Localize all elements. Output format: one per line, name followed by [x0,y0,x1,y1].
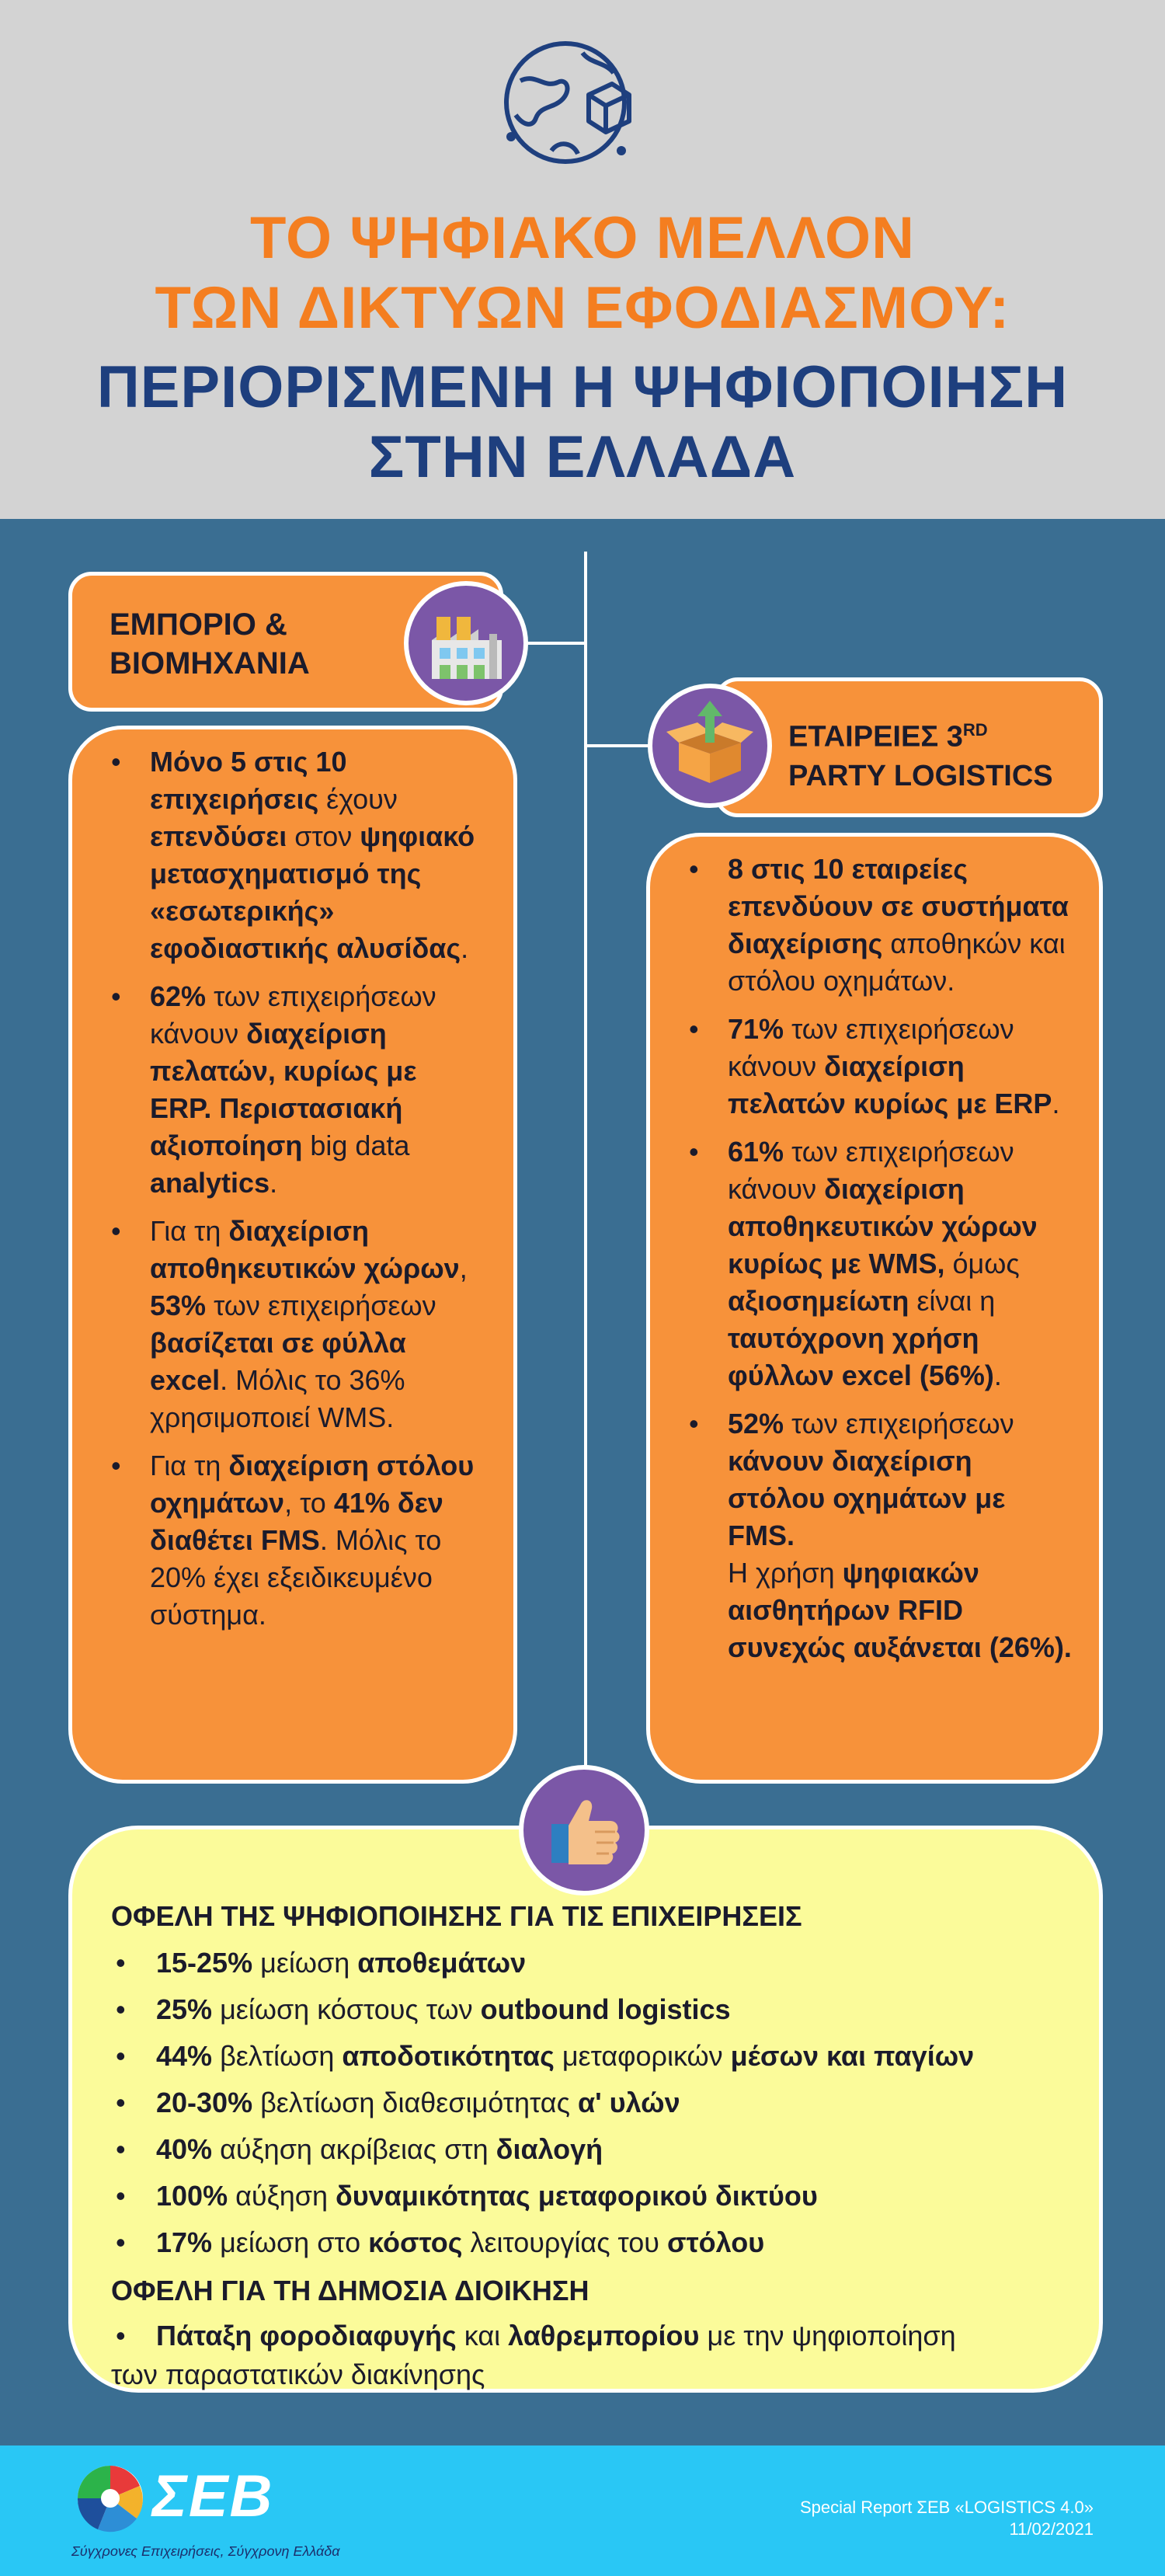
seb-logo-icon [75,2463,146,2534]
bullet-text: 8 στις 10 εταιρείες επενδύουν σε συστήματα διαχείρισης [728,853,1069,959]
footer [0,2445,1165,2576]
label-right-text: ΕΤΑΙΡΕΙΕΣ 3 [788,720,963,754]
benefit-text: 15-25% [156,1947,253,1979]
label-right-sup: RD [962,720,988,740]
bullet-text: . [1052,1088,1060,1119]
benefit-text: α' υλών [577,2087,680,2118]
bullet-text: διαχείριση στόλου οχημάτων [150,1450,475,1519]
bullet-text: Μόνο 5 στις 10 επιχειρήσεις [150,746,347,815]
benefit-text: Πάταξη φοροδιαφυγής [156,2320,457,2351]
benefit-text: 40% [156,2133,213,2165]
report-date: 11/02/2021 [1009,2519,1094,2539]
bullet-text: Η χρήση [728,1557,843,1589]
list-item [111,2179,974,2226]
benefit-text: 17% [156,2226,213,2258]
list-item [105,978,485,1202]
bullet-text: , [459,1252,468,1284]
benefit-text: μείωση στο [212,2226,369,2258]
benefits-box [68,1826,1103,2393]
bullet-text: βασίζεται σε φύλλα excel [150,1327,406,1396]
label-left-line-1: ΕΜΠΟΡΙΟ & [110,607,287,642]
left-bullet-list [105,743,485,1634]
public-benefit-continuation: των παραστατικών διακίνησης [111,2358,485,2390]
bullet-text: . Μόλις το 36% χρησιμοποιεί WMS. [150,1364,405,1433]
benefit-text: δυναμικότητας μεταφορικού δικτύου [335,2180,818,2212]
benefit-text: αύξηση ακρίβειας στη [212,2133,496,2165]
label-left-line-2: ΒΙΟΜΗΧΑΝΙΑ [110,646,310,681]
benefit-text: αύξηση [228,2180,336,2212]
report-title: Special Report ΣΕΒ «LOGISTICS 4.0» [800,2498,1094,2517]
list-item [111,2132,974,2179]
benefit-text: λαθρεμπορίου [508,2320,700,2351]
benefit-text: στόλου [666,2226,765,2258]
bullet-text: στον [287,820,360,852]
bullet-text: Για τη [150,1215,229,1247]
bullet-text: διαχείριση αποθηκευτικών χώρων [150,1215,460,1284]
bullet-text: 62% [150,980,207,1012]
label-right-line-1 [788,711,1099,757]
label-3pl [715,677,1103,817]
benefit-text: λειτουργίας του [462,2226,667,2258]
list-item [105,1213,485,1436]
bullet-text: 71% [728,1013,784,1045]
benefit-text: διαλογή [496,2133,603,2165]
bullet-text: έχουν [318,783,398,815]
thumbs-up-icon [519,1765,649,1895]
list-item [111,1993,974,2039]
benefit-text: αποθεμάτων [357,1947,527,1979]
public-benefits-heading: ΟΦΕΛΗ ΓΙΑ ΤΗ ΔΗΜΟΣΙΑ ΔΙΟΙΚΗΣΗ [111,2275,589,2306]
bullet-text: ψηφιακό μετασχηματισμό της «εσωτερικής» εφοδιαστικής αλυσίδας [150,820,475,964]
bullet-text: 61% [728,1136,784,1168]
list-item [111,1946,974,1993]
bullet-text: 52% [728,1408,784,1439]
benefit-text: 100% [156,2180,228,2212]
globe-box-icon [497,34,634,171]
benefit-text: 20-30% [156,2087,253,2118]
list-item [111,2319,956,2353]
bullet-text: . Μόλις το 20% έχει εξειδικευμένο σύστημα. [150,1524,442,1631]
bullet-text: ταυτόχρονη χρήση φύλλων excel (56%) [728,1322,994,1391]
list-item [683,851,1073,1000]
bullet-text: των επιχειρήσεων [206,1290,436,1321]
bullet-text: analytics [150,1167,270,1199]
bullet-text: επενδύσει [150,820,287,852]
bullet-text: όμως [944,1248,1020,1279]
bullet-text: διαχείριση αποθηκευτικών χώρων κυρίως με WMS, [728,1173,1038,1279]
bullet-text: των επιχειρήσεων [784,1408,1014,1439]
bullet-text: διαχείριση πελατών κυρίως με ERP [728,1050,1052,1119]
benefit-text: και [456,2320,509,2351]
bullet-text: είναι η [909,1285,996,1317]
title-line-1: ΤΟ ΨΗΦΙΑΚΟ ΜΕΛΛΟΝ [249,205,915,271]
benefit-text: με την ψηφιοποίηση [699,2320,956,2351]
bullet-text: ψηφιακών αισθητήρων RFID συνεχώς αυξάνεται (26%). [728,1557,1072,1663]
bullet-text: 41% δεν διαθέτει FMS [150,1487,443,1556]
bullet-text: . [461,932,469,964]
benefit-text: βελτίωση [212,2040,343,2072]
bullet-text: . [993,1359,1002,1391]
title-line-4: ΣΤΗΝ ΕΛΛΑΔΑ [368,424,797,490]
timeline-vertical-line [584,552,587,1826]
seb-logo-text: ΣΕΒ [152,2463,274,2529]
report-reference [800,2497,1094,2540]
bullet-text: big data [302,1130,410,1161]
benefit-text: βελτίωση διαθεσιμότητας [252,2087,578,2118]
title-line-3: ΠΕΡΙΟΡΙΣΜΕΝΗ Η ΨΗΦΙΟΠΟΙΗΣΗ [96,354,1069,420]
benefit-text: κόστος [368,2226,463,2258]
bullet-text: των επιχειρήσεων κάνουν [728,1013,1014,1082]
public-benefits-list [111,2319,956,2353]
right-bullet-list [683,851,1073,1666]
bullet-text: διαχείριση πελατών, κυρίως με ERP. Περιστασιακή αξιοποίηση [150,1018,417,1161]
bullet-text: 53% [150,1290,207,1321]
list-item [105,1447,485,1634]
list-item [683,1405,1073,1666]
business-benefits-heading: ΟΦΕΛΗ ΤΗΣ ΨΗΦΙΟΠΟΙΗΣΗΣ ΓΙΑ ΤΙΣ ΕΠΙΧΕΙΡΗΣΕΙΣ [111,1900,802,1932]
seb-tagline: Σύγχρονες Επιχειρήσεις, Σύγχρονη Ελλάδα [71,2543,340,2559]
label-right-line-2: PARTY LOGISTICS [788,759,1053,792]
list-item [683,1133,1073,1394]
benefit-text: μεταφορικών [554,2040,731,2072]
bullet-text: Για τη [150,1450,229,1481]
factory-icon [404,581,528,705]
bullet-text: , το [284,1487,334,1519]
bullet-text: . [270,1167,278,1199]
list-item [111,2086,974,2132]
bullet-text: αξιοσημείωτη [728,1285,909,1317]
benefit-text: μείωση [252,1947,358,1979]
open-box-icon [648,684,772,808]
benefit-text: αποδοτικότητας [342,2040,555,2072]
bullet-text: των επιχειρήσεων κάνουν [150,980,436,1050]
list-item [105,743,485,967]
card-commerce-industry [68,726,517,1784]
benefit-text: outbound logistics [480,1993,731,2025]
title-line-2: ΤΩΝ ΔΙΚΤΥΩΝ ΕΦΟΔΙΑΣΜΟΥ: [155,275,1010,341]
card-3pl [646,833,1103,1784]
business-benefits-list [111,1946,974,2272]
list-item [111,2226,974,2272]
list-item [111,2039,974,2086]
bullet-text: αποθηκών και στόλου οχημάτων. [728,928,1066,997]
benefit-text: 25% [156,1993,213,2025]
bullet-text: των επιχειρήσεων κάνουν [728,1136,1014,1205]
bullet-text: κάνουν διαχείριση στόλου οχημάτων με FMS. [728,1445,1006,1551]
list-item [683,1011,1073,1123]
benefit-text: μείωση κόστους των [212,1993,481,2025]
header [0,0,1165,519]
benefit-text: 44% [156,2040,213,2072]
benefit-text: μέσων και παγίων [730,2040,975,2072]
